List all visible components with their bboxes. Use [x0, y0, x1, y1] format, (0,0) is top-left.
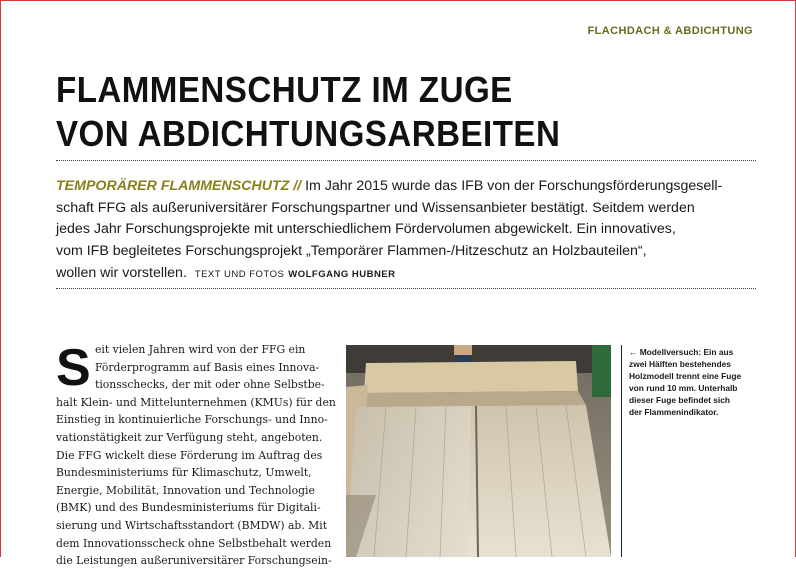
body-line: Förderprogramm auf Basis eines Innova-	[95, 360, 320, 374]
lead-line-5	[56, 263, 756, 286]
body-line: halt Klein- und Mittelunternehmen (KMUs) für den	[56, 395, 336, 409]
body-line: dem Innovationsscheck ohne Selbstbehalt werden	[56, 536, 332, 550]
caption-line: zwei Hälften bestehendes	[629, 359, 731, 369]
body-line: die Leistungen außeruniversitärer Forschungsein-	[56, 554, 332, 568]
caption-line: von rund 10 mm. Unterhalb	[629, 383, 738, 393]
lead-line-3: jedes Jahr Forschungsprojekte mit unterschiedlichem Fördervolumen abgewickelt. Ein innovatives,	[56, 221, 676, 238]
body-line: tionsschecks, der mit oder ohne Selbstbe-	[95, 378, 325, 392]
headline-line-1: FLAMMENSCHUTZ IM ZUGE	[56, 69, 513, 110]
headline	[56, 68, 560, 156]
caption-rule	[621, 345, 622, 557]
photo-illustration	[346, 345, 611, 557]
section-tag: FLACHDACH & ABDICHTUNG	[587, 25, 753, 37]
body-line: vationstätigkeit zur Verfügung steht, angeboten.	[56, 430, 323, 444]
photo-caption	[629, 346, 759, 418]
body-line: Einstieg in kontinuierliche Forschungs- und Inno-	[56, 413, 328, 427]
credit-name: WOLFGANG HUBNER	[288, 268, 396, 280]
caption-line: der Flammenindikator.	[629, 407, 719, 417]
caption-line: ← Modellversuch: Ein aus	[629, 347, 734, 357]
lead-line-1	[56, 176, 756, 198]
credit-label: TEXT UND FOTOS	[194, 268, 285, 280]
photo-wood-model	[346, 345, 611, 557]
lead-line-2: schaft FFG als außeruniversitärer Forschungspartner und Wissensanbieter bestätigt. Seitdem werden	[56, 199, 695, 216]
lead-line-4: vom IFB begleitetes Forschungsprojekt „Temporärer Flammen-/Hitzeschutz an Holzbauteilen“,	[56, 243, 647, 260]
body-column	[56, 339, 336, 570]
body-line: sierung und Wirtschaftsstandort (BMDW) ab. Mit	[56, 518, 328, 532]
dotted-divider-bottom	[56, 288, 756, 289]
lead-kicker: TEMPORÄRER FLAMMENSCHUTZ //	[56, 178, 302, 194]
caption-line: Holzmodell trennt eine Fuge	[629, 371, 742, 381]
lead-text-1: Im Jahr 2015 wurde das IFB von der Forschungsförderungsgesell-	[301, 178, 723, 194]
body-line: eit vielen Jahren wird von der FFG ein	[95, 343, 306, 356]
body-line: Bundesministeriums für Klimaschutz, Umwelt,	[56, 466, 312, 480]
body-line: Die FFG wickelt diese Förderung im Auftrag des	[56, 448, 323, 462]
dropcap: S	[56, 339, 91, 397]
lead-text-5: wollen wir vorstellen.	[56, 264, 187, 281]
caption-line: dieser Fuge befindet sich	[629, 395, 730, 405]
dotted-divider-top	[56, 160, 756, 161]
lead-paragraph	[56, 176, 756, 286]
body-line: (BMK) und des Bundesministeriums für Digitali-	[56, 501, 321, 515]
headline-line-2: VON ABDICHTUNGSARBEITEN	[56, 113, 561, 154]
body-line: Energie, Mobilität, Innovation und Technologie	[56, 483, 315, 497]
